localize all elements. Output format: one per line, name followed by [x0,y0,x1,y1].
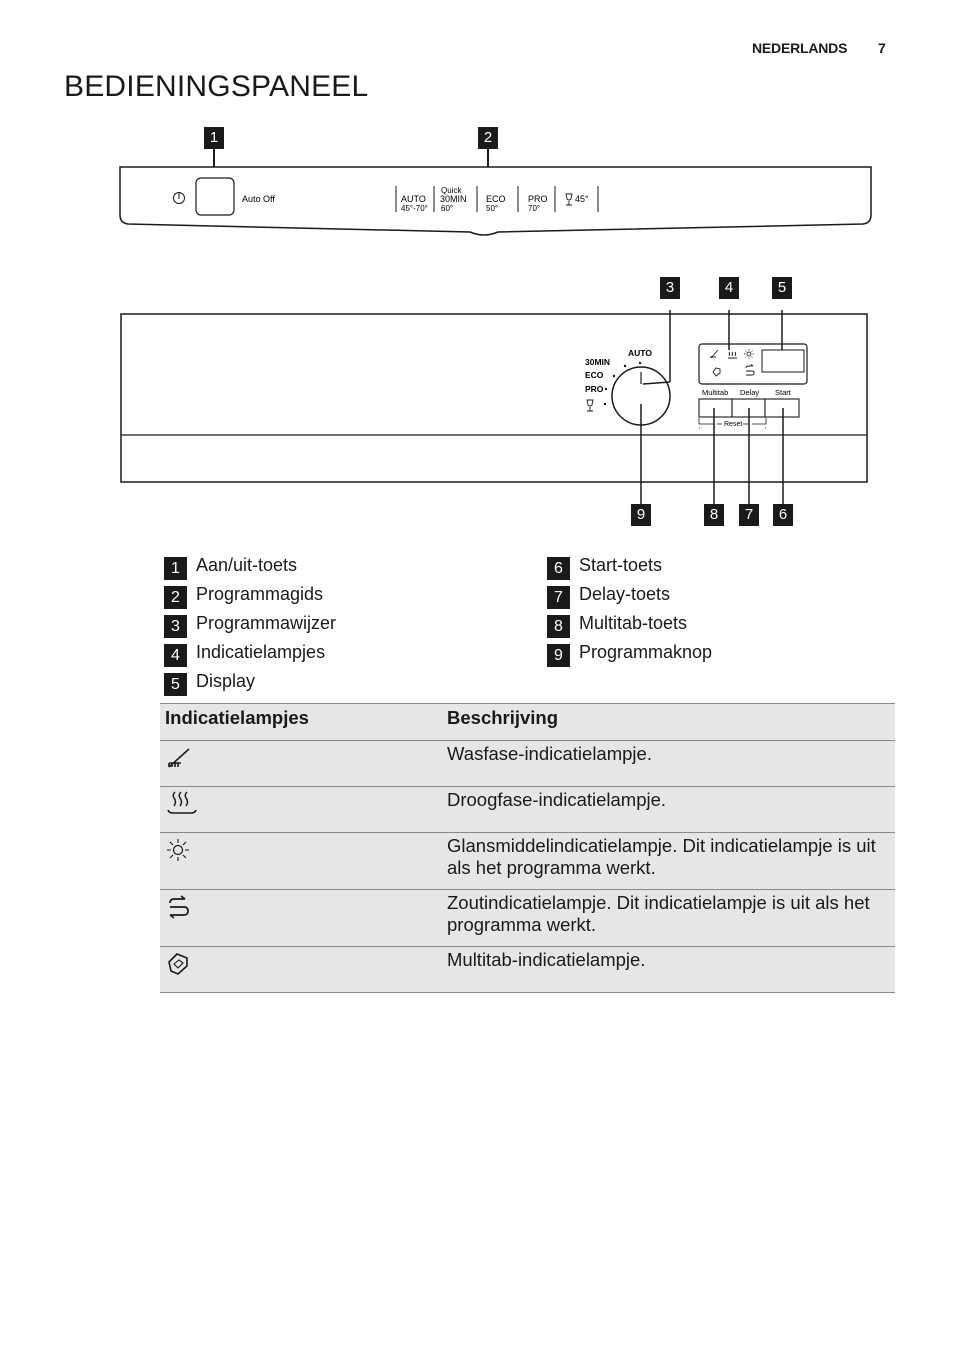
table-row [160,741,895,787]
callout-8: 8 [704,504,724,526]
wash-phase-icon [165,745,191,771]
table-cell-desc: Multitab-indicatielampje. [447,947,895,993]
prog-quick-line2: 60° [441,204,454,213]
dial-label-auto: AUTO [628,348,652,358]
prog-pro-line1: PRO [528,194,548,204]
table-row [160,947,895,993]
multitab-label: Multitab [702,388,729,397]
table-cell-desc: Zoutindicatielampje. Dit indicatielampje is uit als het programma werkt. [447,890,895,947]
reset-label: Reset [724,421,743,428]
drying-phase-icon [165,791,199,817]
table-header: Indicatielampjes [160,704,447,741]
prog-auto-line1: AUTO [401,194,426,204]
dial-label-eco: ECO [585,370,604,380]
multitab-icon [165,951,191,977]
callout-5: 5 [772,277,792,299]
rinse-aid-icon [165,837,191,863]
callout-9: 9 [631,504,651,526]
prog-auto-line2: 45°-70° [401,204,428,213]
callout-3: 3 [660,277,680,299]
table-row [160,890,895,947]
table-cell-desc: Droogfase-indicatielampje. [447,787,895,833]
dial-label-30min: 30MIN [585,357,611,367]
table-row [160,833,895,890]
indicator-table [160,703,895,993]
callout-4: 4 [719,277,739,299]
prog-eco-line2: 50° [486,204,499,213]
header-language: NEDERLANDS [752,40,848,56]
dial-label-pro: PRO [585,384,604,394]
page-number: 7 [878,40,886,56]
prog-quick-line1: 30MIN [440,194,467,204]
table-header: Beschrijving [447,704,895,741]
table-header-row [160,704,895,741]
prog-glass-line1: 45° [575,194,589,204]
table-row [160,787,895,833]
callout-1: 1 [204,127,224,149]
auto-off-label: Auto Off [242,194,275,204]
table-cell-desc: Wasfase-indicatielampje. [447,741,895,787]
prog-quick-line0: Quick [441,186,462,195]
callout-6: 6 [773,504,793,526]
prog-eco-line1: ECO [486,194,506,204]
table-cell-desc: Glansmiddelindicatielampje. Dit indicatielampje is uit als het programma werkt. [447,833,895,890]
start-label: Start [775,388,791,397]
delay-label: Delay [740,388,760,397]
prog-pro-line2: 70° [528,204,541,213]
callout-2: 2 [478,127,498,149]
callout-7: 7 [739,504,759,526]
salt-icon [165,894,191,920]
page-title: BEDIENINGSPANEEL [64,70,369,103]
